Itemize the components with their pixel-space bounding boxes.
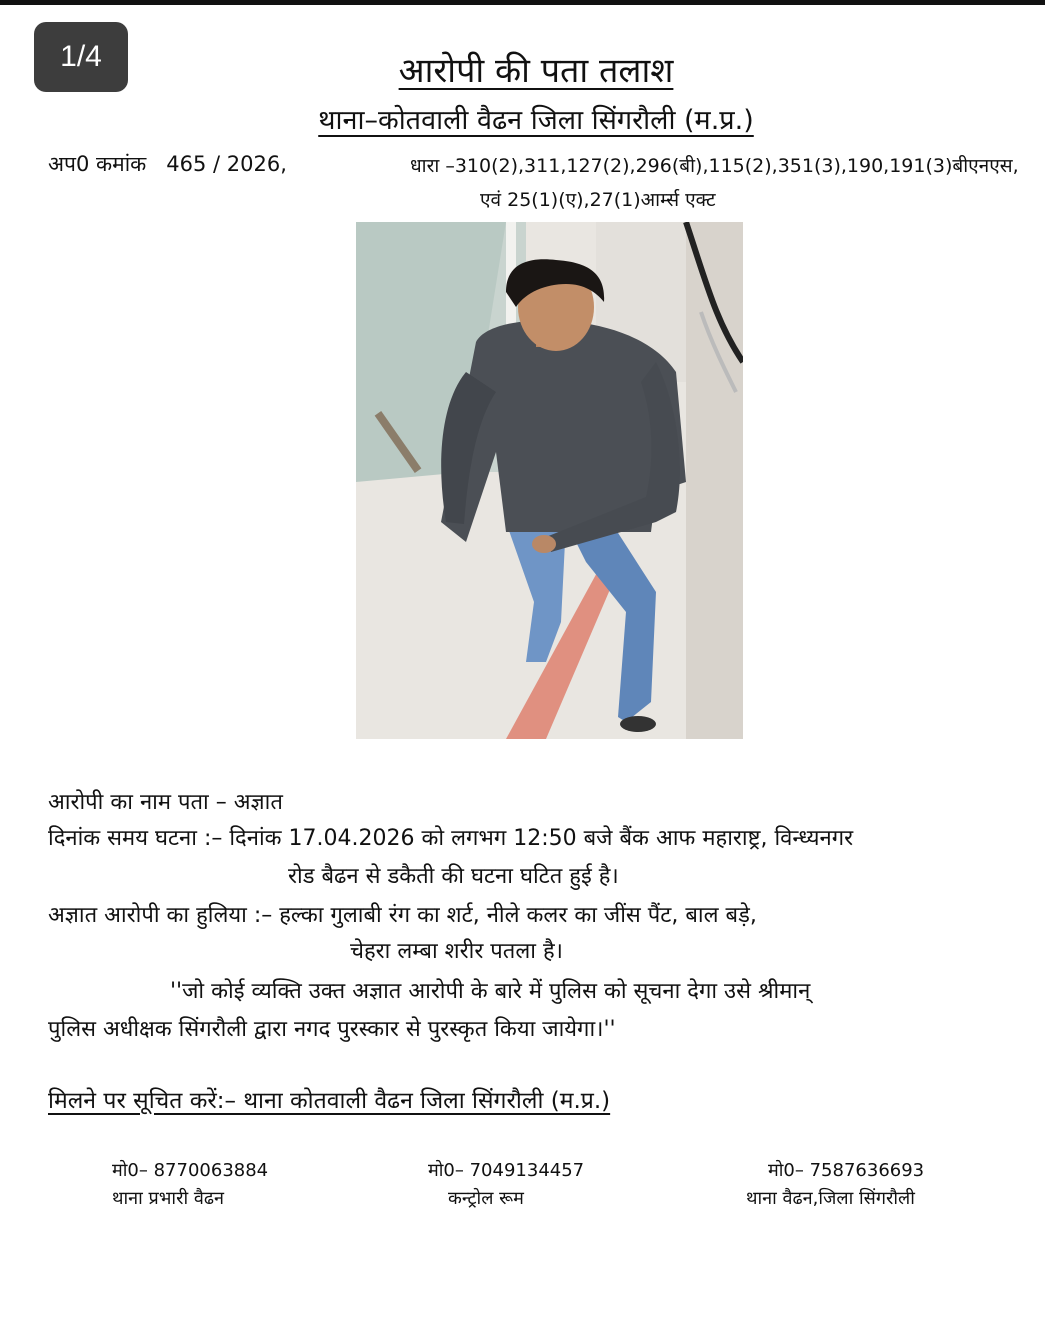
case-number: अप0 कमांक 465 / 2026, — [48, 152, 287, 176]
appearance-line-2: चेहरा लम्बा शरीर पतला है। — [350, 939, 563, 964]
incident-line-2: रोड बैढन से डकैती की घटना घटित हुई है। — [288, 864, 619, 889]
suspect-photo — [356, 222, 743, 739]
accused-name-line: आरोपी का नाम पता – अज्ञात — [48, 790, 283, 815]
contact-phone-3[interactable]: मो0– 7587636693 — [768, 1160, 925, 1181]
appearance-line-1: अज्ञात आरोपी का हुलिया :– हल्का गुलाबी रंग का शर्ट, नीले कलर का जींस पैंट, बाल बड़े, — [48, 903, 757, 928]
title-text: आरोपी की पता तलाश — [398, 51, 674, 91]
subtitle-text: थाना–कोतवाली वैढन जिला सिंगरौली (म.प्र.) — [318, 105, 754, 136]
legal-sections-line2: एवं 25(1)(ए),27(1)आर्म्स एक्ट — [480, 189, 716, 211]
contact-phone-2[interactable]: मो0– 7049134457 — [428, 1160, 585, 1181]
contact-heading — [48, 1083, 610, 1115]
reward-line-2: पुलिस अधीक्षक सिंगरौली द्वारा नगद पुरस्कार से पुरस्कृत किया जायेगा।'' — [48, 1017, 616, 1042]
legal-sections-line1: धारा –310(2),311,127(2),296(बी),115(2),351(3),190,191(3)बीएनएस, — [410, 155, 1019, 177]
page-subtitle — [0, 100, 1045, 137]
top-border — [0, 0, 1045, 5]
incident-line-1: दिनांक समय घटना :– दिनांक 17.04.2026 को लगभग 12:50 बजे बैंक आफ महाराष्ट्र, विन्ध्यनगर — [48, 826, 854, 851]
page-title — [0, 46, 1045, 92]
contact-label-1: थाना प्रभारी वैढन — [112, 1188, 224, 1209]
page-indicator-badge: 1/4 — [34, 22, 128, 92]
reward-line-1: ''जो कोई व्यक्ति उक्त अज्ञात आरोपी के बारे में पुलिस को सूचना देगा उसे श्रीमान् — [170, 979, 811, 1004]
suspect-photo-illustration — [356, 222, 743, 739]
contact-phone-1[interactable]: मो0– 8770063884 — [112, 1160, 269, 1181]
contact-label-3: थाना वैढन,जिला सिंगरौली — [746, 1188, 915, 1209]
contact-heading-text: मिलने पर सूचित करें:– थाना कोतवाली वैढन जिला सिंगरौली (म.प्र.) — [48, 1088, 611, 1114]
contact-label-2: कन्ट्रोल रूम — [448, 1188, 524, 1209]
